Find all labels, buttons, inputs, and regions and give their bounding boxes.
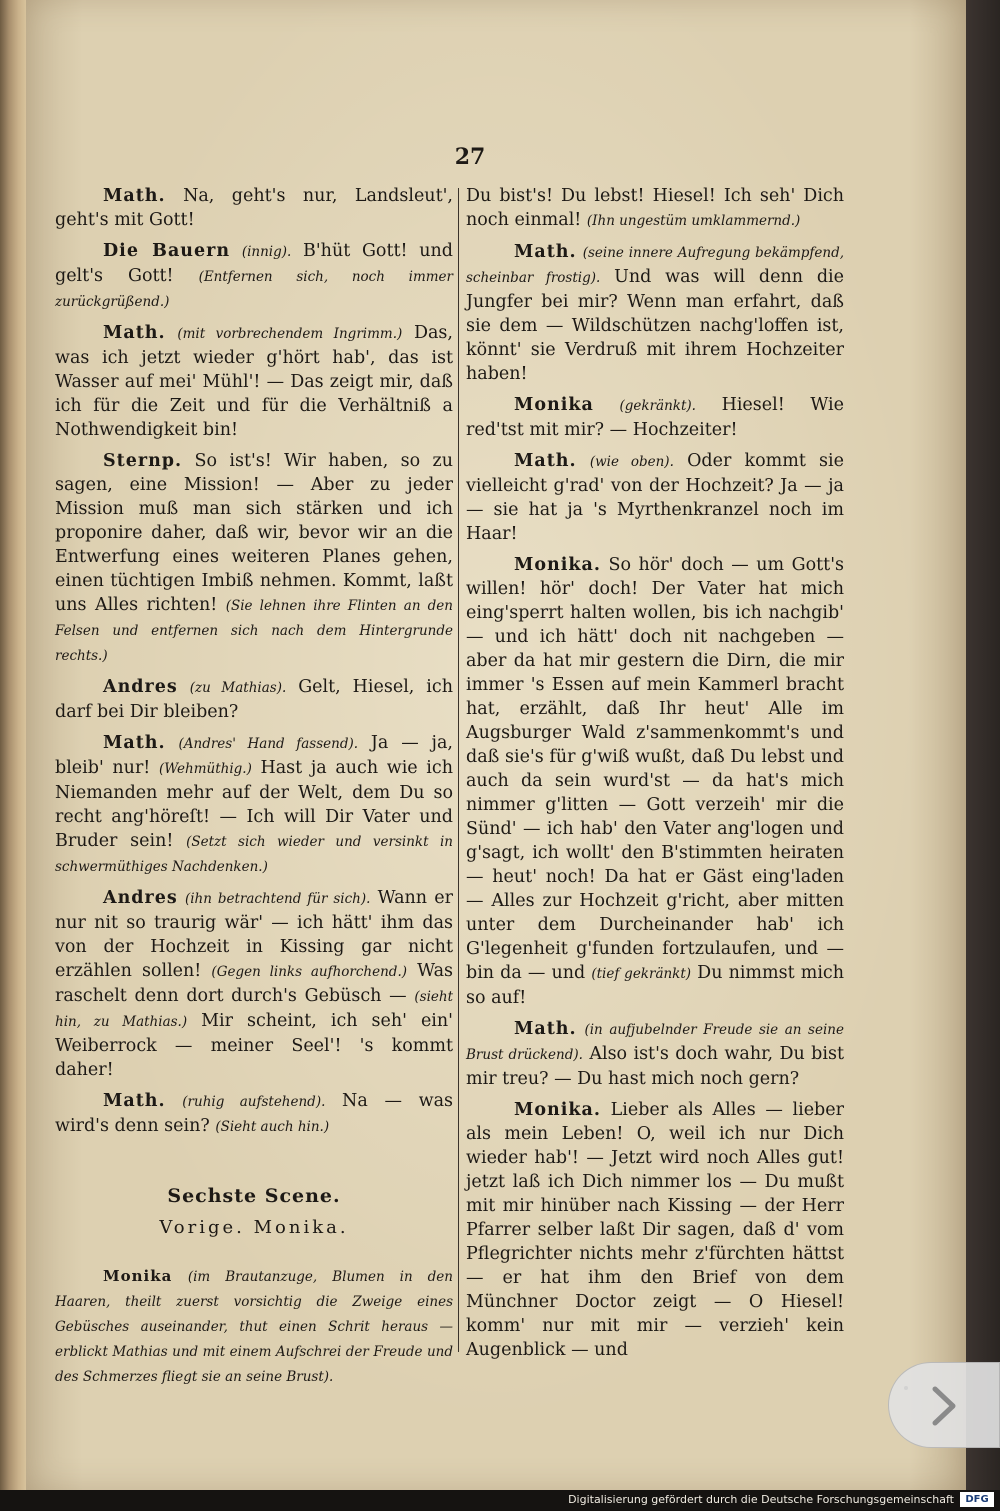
dialogue-line: Math. (mit vorbrechendem Ingrimm.) Das, was ich jetzt wieder g'hört hab', das ist Wasser auf mei' Mühl'! — Das zeigt mir, daß ich für die Zeit und für die Verhältniß a Nothwendigkeit bin! [55, 323, 453, 440]
page-number: 27 [454, 144, 486, 170]
dialogue-line: Math. (seine innere Aufregung bekämpfend, scheinbar frostig). Und was will denn die Jungfer bei mir? Wenn man erfahrt, daß sie dem — Wildschützen nachg'loffen ist, könnt' sie Verdruß mit ihrem Hochzeiter haben! [466, 242, 844, 384]
dialogue-line: Math. (wie oben). Oder kommt sie vielleicht g'rad' von der Hochzeit? Ja — ja — sie hat ja 's Myrthenkranzel noch im Haar! [466, 451, 844, 544]
book-binding [0, 0, 26, 1490]
right-column [466, 184, 844, 1369]
left-column [55, 184, 453, 1396]
dialogue-line: Du bist's! Du lebst! Hiesel! Ich seh' Dich noch einmal! (Ihn ungestüm umklammernd.) [466, 186, 844, 230]
dialogue-line: Math. (Andres' Hand fassend). Ja — ja, bleib' nur! (Wehmüthig.) Hast ja auch wie ich Niemanden mehr auf der Welt, dem Du so recht ang'höreſt! — Ich will Dir Vater und Bruder sein! (Setzt sich wieder und versinkt in schwermüthiges Nachdenken.) [55, 733, 453, 875]
scene-cast: Vorige. Monika. [159, 1217, 349, 1238]
dialogue-line: Andres (zu Mathias). Gelt, Hiesel, ich darf bei Dir bleiben? [55, 677, 453, 722]
dfg-logo: DFG [960, 1492, 994, 1507]
chevron-right-icon [923, 1385, 963, 1427]
funding-credit: Digitalisierung gefördert durch die Deutsche Forschungsgemeinschaft [568, 1493, 954, 1506]
column-divider [458, 188, 459, 1352]
dialogue-line: Math. (in aufjubelnder Freude sie an seine Brust drückend). Also ist's doch wahr, Du bist mir treu? — Du hast mich noch gern? [466, 1019, 844, 1089]
dialogue-line: Monika. So hör' doch — um Gott's willen! hör' doch! Der Vater hat mich eing'sperrt halten wollen, bis ich nachgib' — und ich hätt' doch nit nachgeben — aber da hat mir gestern die Dirn, die mir immer 's Essen auf mein Kammerl bracht hat, erzählt, daß Ihr heut' Alle im Augsburger Wald z'sammenkommt's und daß sie's für g'wiß wußt, daß Du lebst und auch da sein wurd'st — da hat's mich nimmer g'litten — Gott verzeih' mir die Sünd' — ich hab' den Vater ang'logen und g'sagt, ich wollt' den B'stimmten heiraten — heut' noch! Da hat er Gäst eing'laden — Alles zur Hochzeit g'richt, aber mitten unter dem Durcheinander hab' ich G'legenheit g'funden fortzulaufen, und — bin da — und (tief gekränkt) Du nimmst mich so auf! [466, 555, 844, 1008]
dialogue-line: Math. (ruhig aufstehend). Na — was wird's denn sein? (Sieht auch hin.) [55, 1091, 453, 1136]
dialogue-line: Math. Na, geht's nur, Landsleut', geht's mit Gott! [55, 186, 453, 230]
dialogue-line: Andres (ihn betrachtend für sich). Wann er nur nit so traurig wär' — ich hätt' ihm das von der Hochzeit in Kissing gar nicht erzählen sollen! (Gegen links aufhorchend.) Was raschelt denn dort durch's Gebüsch — (sieht hin, zu Mathias.) Mir scheint, ich seh' ein' Weiberrock — meiner Seel'! 's kommt daher! [55, 888, 453, 1080]
dialogue-line: Die Bauern (innig). B'hüt Gott! und gelt's Gott! (Entfernen sich, noch immer zurückgrüßend.) [55, 241, 453, 310]
page-edge [966, 0, 1000, 1490]
dialogue-line: Monika (gekränkt). Hiesel! Wie red'tst mit mir? — Hochzeiter! [466, 395, 844, 440]
dialogue-line: Sternp. So ist's! Wir haben, so zu sagen, eine Mission! — Aber zu jeder Mission muß man sich stärken und ich proponire daher, daß wir, bevor wir an die Entwerfung eines weiteren Planes gehen, einen tüchtigen Imbiß nehmen. Kommt, laßt uns Alles richten! (Sie lehnen ihre Flinten an den Felsen und entfernen sich nach dem Hintergrunde rechts.) [55, 451, 453, 664]
stage-direction: Monika (im Brautanzuge, Blumen in den Haaren, theilt zuerst vorsichtig die Zweige eines Gebüsches auseinander, thut einen Schrit heraus — erblickt Mathias und mit einem Aufschrei der Freude und des Schmerzes fliegt sie an seine Brust). [55, 1267, 453, 1385]
scene-title: Sechste Scene. [167, 1185, 341, 1207]
next-page-button[interactable] [888, 1362, 1000, 1448]
footer-bar [0, 1490, 1000, 1511]
dialogue-line: Monika. Lieber als Alles — lieber als mein Leben! O, weil ich nur Dich wieder hab'! — Jetzt wird noch Alles gut! jetzt laß ich Dich nimmer los — Du mußt mit mir hinüber nach Kissing — der Herr Pfarrer selber laßt Dir sagen, daß d' vom Pflegrichter nichts mehr z'fürchten hättst — er hat ihm den Brief von dem Münchner Doctor zeigt — O Hiesel! komm' nur mit mir — verzieh' kein Augenblick — und [466, 1100, 844, 1360]
